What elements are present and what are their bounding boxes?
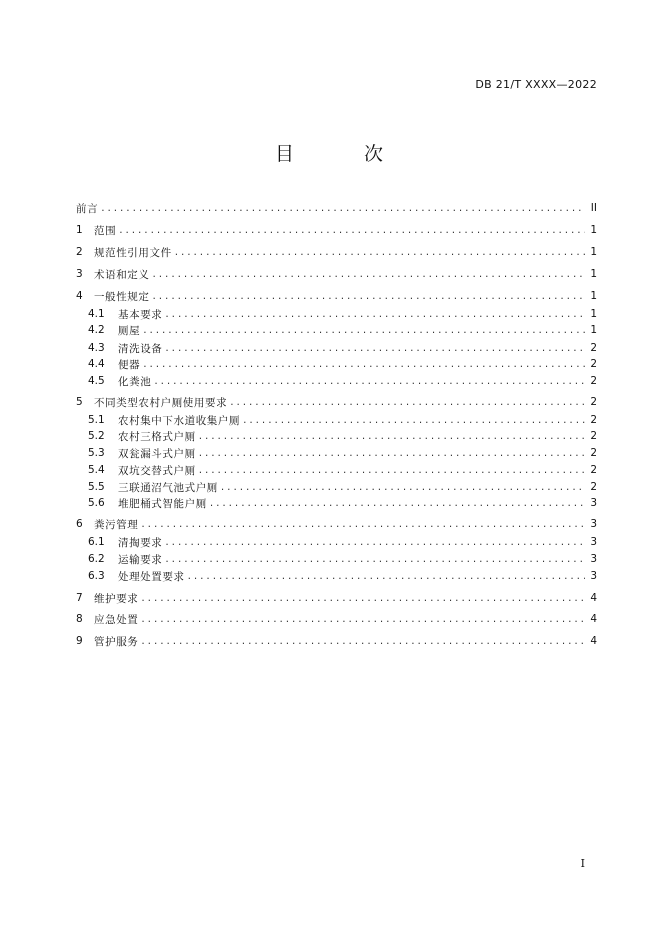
toc-entry[interactable] — [88, 462, 597, 478]
toc-entry-number: 7 — [76, 592, 83, 604]
toc-entry-number: 5.6 — [88, 497, 105, 509]
toc-leader-dots — [165, 536, 585, 548]
toc-entry-number: 6 — [76, 518, 83, 530]
toc-entry-label: 农村三格式户厕 — [118, 430, 196, 443]
footer-page-number: I — [580, 857, 585, 870]
toc-leader-dots — [154, 375, 585, 387]
toc-entry[interactable] — [88, 534, 597, 550]
toc-leader-dots — [165, 553, 585, 565]
toc-entry-page: 3 — [590, 497, 597, 509]
toc-entry-page: 2 — [590, 414, 597, 426]
toc-entry-number: 6.2 — [88, 553, 105, 565]
toc-entry-label: 清掏要求 — [118, 536, 163, 549]
toc-leader-dots — [153, 290, 586, 302]
toc-leader-dots — [143, 324, 585, 336]
toc-entry[interactable] — [76, 200, 597, 216]
toc-entry-label: 堆肥桶式智能户厕 — [118, 497, 207, 510]
toc-leader-dots — [153, 268, 586, 280]
toc-entry-label: 前言 — [76, 202, 99, 215]
toc-entry[interactable] — [76, 244, 597, 260]
toc-entry-page: 2 — [590, 447, 597, 459]
toc-entry-number: 8 — [76, 613, 83, 625]
toc-entry-page: 2 — [590, 375, 597, 387]
toc-leader-dots — [141, 592, 585, 604]
toc-entry[interactable] — [88, 356, 597, 372]
toc-leader-dots — [141, 518, 585, 530]
toc-entry-label: 处理处置要求 — [118, 570, 185, 583]
toc-entry[interactable] — [76, 611, 597, 627]
toc-entry-label: 双坑交替式户厕 — [118, 464, 196, 477]
toc-entry-number: 5.4 — [88, 464, 105, 476]
toc-entry-page: 1 — [590, 290, 597, 302]
toc-entry-number: 2 — [76, 246, 83, 258]
toc-entry[interactable] — [88, 445, 597, 461]
toc-entry-number: 3 — [76, 268, 83, 280]
toc-entry-number: 5.5 — [88, 481, 105, 493]
toc-entry-label: 三联通沼气池式户厕 — [118, 481, 218, 494]
toc-entry[interactable] — [76, 222, 597, 238]
toc-title: 目 次 — [274, 143, 416, 165]
toc-leader-dots — [210, 497, 585, 509]
toc-entry[interactable] — [88, 495, 597, 511]
toc-entry-page: 4 — [590, 613, 597, 625]
toc-entry[interactable] — [76, 590, 597, 606]
toc-entry-label: 化粪池 — [118, 375, 152, 388]
toc-entry-number: 4 — [76, 290, 83, 302]
toc-entry-page: 1 — [590, 268, 597, 280]
toc-entry-page: 2 — [590, 342, 597, 354]
toc-entry-number: 5.3 — [88, 447, 105, 459]
toc-entry-page: 2 — [590, 358, 597, 370]
toc-leader-dots — [165, 308, 585, 320]
toc-leader-dots — [243, 414, 585, 426]
toc-entry-label: 一般性规定 — [94, 290, 150, 303]
toc-entry-page: II — [590, 202, 597, 214]
toc-entry-page: 4 — [590, 635, 597, 647]
toc-leader-dots — [141, 635, 585, 647]
document-header-code: DB 21/T XXXX—2022 — [475, 78, 597, 91]
toc-leader-dots — [119, 224, 585, 236]
toc-entry-page: 1 — [590, 246, 597, 258]
toc-leader-dots — [175, 246, 585, 258]
toc-leader-dots — [230, 396, 585, 408]
toc-entry-label: 双瓮漏斗式户厕 — [118, 447, 196, 460]
toc-entry-page: 4 — [590, 592, 597, 604]
toc-entry-page: 2 — [590, 481, 597, 493]
toc-leader-dots — [165, 342, 585, 354]
toc-entry-number: 5.1 — [88, 414, 105, 426]
toc-entry-number: 6.1 — [88, 536, 105, 548]
toc-entry-number: 1 — [76, 224, 83, 236]
toc-entry-page: 1 — [590, 308, 597, 320]
toc-leader-dots — [199, 464, 585, 476]
toc-entry-page: 2 — [590, 430, 597, 442]
toc-leader-dots — [188, 570, 585, 582]
toc-entry-number: 4.3 — [88, 342, 105, 354]
toc-entry-page: 1 — [590, 224, 597, 236]
toc-entry-label: 运输要求 — [118, 553, 163, 566]
toc-entry[interactable] — [88, 412, 597, 428]
toc-entry-label: 农村集中下水道收集户厕 — [118, 414, 241, 427]
toc-leader-dots — [221, 481, 585, 493]
toc-entry-label: 不同类型农村户厕使用要求 — [94, 396, 228, 409]
toc-entry-page: 3 — [590, 518, 597, 530]
toc-entry[interactable] — [76, 394, 597, 410]
toc-entry-label: 规范性引用文件 — [94, 246, 172, 259]
toc-leader-dots — [143, 358, 585, 370]
toc-leader-dots — [199, 430, 585, 442]
toc-entry-label: 应急处置 — [94, 613, 139, 626]
toc-entry-label: 维护要求 — [94, 592, 139, 605]
toc-entry[interactable] — [88, 479, 597, 495]
toc-entry[interactable] — [76, 266, 597, 282]
toc-entry[interactable] — [76, 516, 597, 532]
toc-entry[interactable] — [88, 340, 597, 356]
toc-entry-label: 基本要求 — [118, 308, 163, 321]
toc-entry[interactable] — [88, 306, 597, 322]
toc-entry-page: 1 — [590, 324, 597, 336]
toc-entry-page: 3 — [590, 570, 597, 582]
toc-entry[interactable] — [76, 633, 597, 649]
toc-entry[interactable] — [88, 373, 597, 389]
toc-entry-page: 3 — [590, 553, 597, 565]
toc-entry[interactable] — [88, 428, 597, 444]
toc-entry-label: 术语和定义 — [94, 268, 150, 281]
toc-entry[interactable] — [76, 288, 597, 304]
toc-entry[interactable] — [88, 551, 597, 567]
toc-entry-label: 便器 — [118, 358, 141, 371]
toc-leader-dots — [101, 202, 585, 214]
toc-entry-number: 6.3 — [88, 570, 105, 582]
toc-entry-number: 4.4 — [88, 358, 105, 370]
toc-entry-number: 4.2 — [88, 324, 105, 336]
toc-entry-label: 清洗设备 — [118, 342, 163, 355]
toc-entry-label: 范围 — [94, 224, 117, 237]
toc-entry[interactable] — [88, 322, 597, 338]
toc-entry[interactable] — [88, 568, 597, 584]
toc-entry-number: 5.2 — [88, 430, 105, 442]
toc-leader-dots — [199, 447, 585, 459]
toc-entry-number: 5 — [76, 396, 83, 408]
toc-entry-page: 3 — [590, 536, 597, 548]
toc-entry-number: 4.1 — [88, 308, 105, 320]
toc-leader-dots — [141, 613, 585, 625]
toc-entry-label: 管护服务 — [94, 635, 139, 648]
toc-entry-label: 粪污管理 — [94, 518, 139, 531]
toc-entry-page: 2 — [590, 396, 597, 408]
toc-entry-number: 4.5 — [88, 375, 105, 387]
toc-entry-number: 9 — [76, 635, 83, 647]
toc-entry-page: 2 — [590, 464, 597, 476]
toc-entry-label: 厕屋 — [118, 324, 141, 337]
